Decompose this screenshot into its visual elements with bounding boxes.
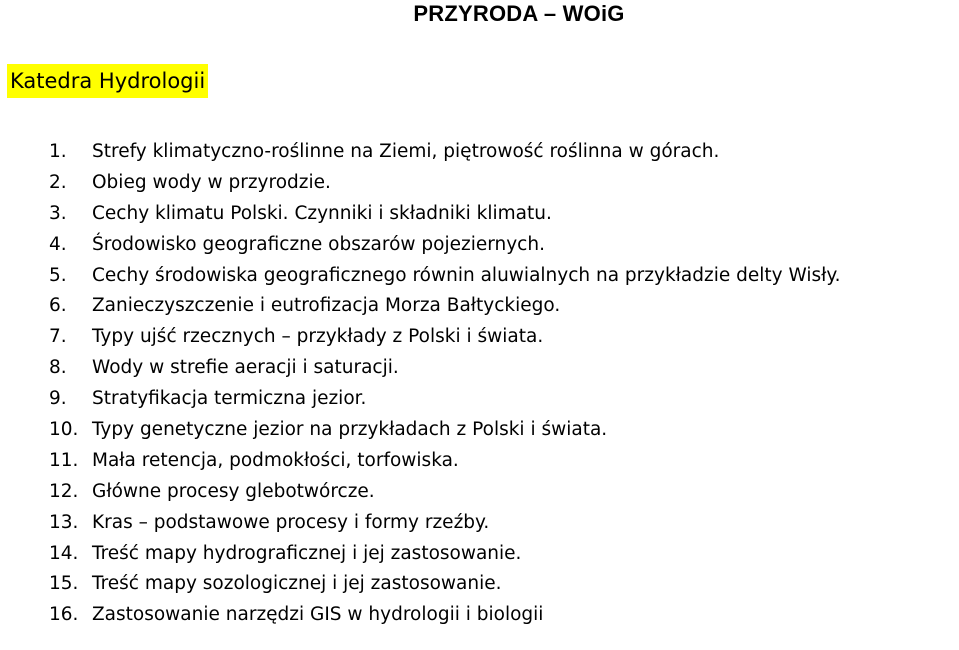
list-item-number: 15. bbox=[49, 573, 79, 595]
list-item-number: 9. bbox=[49, 388, 67, 410]
list-item-number: 7. bbox=[49, 326, 67, 348]
document-title: PRZYRODA – WOiG bbox=[413, 1, 625, 26]
list-item-number: 14. bbox=[49, 542, 79, 564]
list-item-text: Kras – podstawowe procesy i formy rzeźby. bbox=[92, 511, 490, 533]
department-heading: Katedra Hydrologii bbox=[7, 64, 208, 98]
list-item-number: 2. bbox=[49, 171, 67, 193]
list-item-text: Obieg wody w przyrodzie. bbox=[92, 171, 331, 193]
list-item-text: Główne procesy glebotwórcze. bbox=[92, 480, 375, 502]
list-item-text: Cechy klimatu Polski. Czynniki i składniki klimatu. bbox=[92, 202, 552, 224]
list-item-number: 6. bbox=[49, 295, 67, 317]
list-item-number: 11. bbox=[49, 449, 79, 471]
list-item-number: 8. bbox=[49, 357, 67, 379]
list-item-text: Zanieczyszczenie i eutrofizacja Morza Bałtyckiego. bbox=[92, 295, 561, 317]
list-item-number: 16. bbox=[49, 604, 79, 626]
list-item-text: Środowisko geograficzne obszarów pojeziernych. bbox=[92, 233, 545, 255]
list-item-text: Treść mapy sozologicznej i jej zastosowanie. bbox=[92, 573, 502, 595]
list-item-number: 4. bbox=[49, 233, 67, 255]
list-item-number: 1. bbox=[49, 141, 67, 162]
list-item-text: Stratyfikacja termiczna jezior. bbox=[92, 388, 367, 410]
list-item-number: 12. bbox=[49, 480, 79, 502]
list-item-text: Typy genetyczne jezior na przykładach z Polski i świata. bbox=[92, 419, 608, 441]
list-item-text: Typy ujść rzecznych – przykłady z Polski i świata. bbox=[92, 326, 544, 348]
list-item-text: Wody w strefie aeracji i saturacji. bbox=[92, 357, 399, 379]
list-item-number: 3. bbox=[49, 202, 67, 224]
list-item-text: Treść mapy hydrograficznej i jej zastosowanie. bbox=[92, 542, 522, 564]
list-item-text: Zastosowanie narzędzi GIS w hydrologii i biologii bbox=[92, 604, 544, 626]
list-item-number: 10. bbox=[49, 419, 79, 441]
list-item-number: 13. bbox=[49, 511, 79, 533]
list-item-text: Strefy klimatyczno-roślinne na Ziemi, piętrowość roślinna w górach. bbox=[92, 141, 720, 162]
list-item-text: Mała retencja, podmokłości, torfowiska. bbox=[92, 449, 459, 471]
list-item-text: Cechy środowiska geograficznego równin aluwialnych na przykładzie delty Wisły. bbox=[92, 264, 841, 286]
list-item-number: 5. bbox=[49, 264, 67, 286]
